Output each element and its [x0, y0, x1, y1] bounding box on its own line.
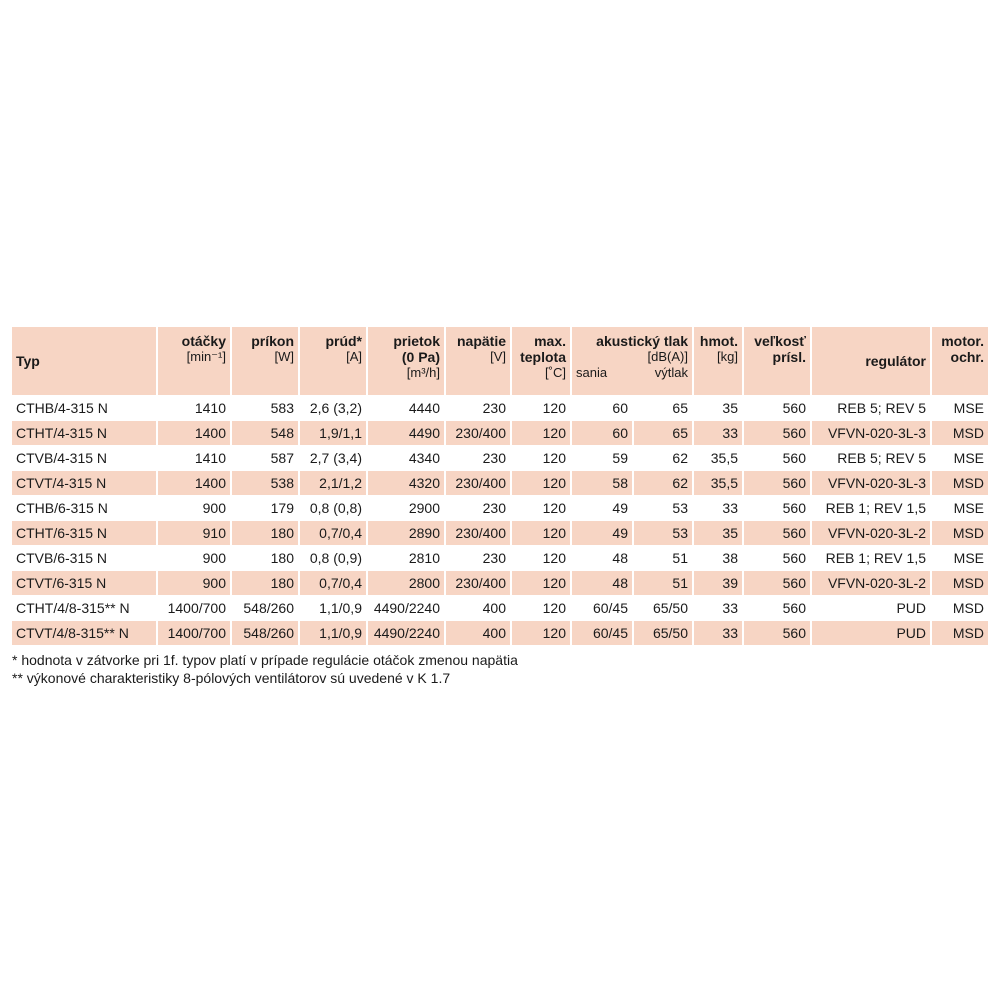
cell-prud: 0,7/0,4 [300, 570, 368, 595]
cell-velkost: 560 [744, 545, 812, 570]
cell-teplota: 120 [512, 470, 572, 495]
cell-sania: 59 [572, 445, 634, 470]
cell-teplota: 120 [512, 620, 572, 645]
cell-vytlak: 65/50 [634, 595, 694, 620]
header-napatie [446, 327, 512, 395]
cell-napatie: 400 [446, 620, 512, 645]
cell-hmot: 33 [694, 595, 744, 620]
cell-regulator: PUD [812, 595, 932, 620]
table-row [12, 445, 988, 470]
cell-teplota: 120 [512, 545, 572, 570]
cell-sania: 60/45 [572, 620, 634, 645]
header-prikon-unit: [W] [274, 349, 294, 364]
cell-velkost: 560 [744, 420, 812, 445]
header-prikon-label: príkon [251, 333, 294, 349]
cell-velkost: 560 [744, 595, 812, 620]
cell-hmot: 35,5 [694, 470, 744, 495]
cell-typ: CTVT/4/8-315** N [12, 620, 158, 645]
table-row [12, 595, 988, 620]
table-row [12, 545, 988, 570]
cell-prikon: 180 [232, 545, 300, 570]
cell-prikon: 538 [232, 470, 300, 495]
cell-motor: MSD [932, 595, 988, 620]
cell-motor: MSE [932, 395, 988, 420]
header-motor-label-2: ochr. [950, 349, 984, 365]
cell-motor: MSE [932, 445, 988, 470]
cell-otacky: 1400 [158, 420, 232, 445]
cell-napatie: 230 [446, 445, 512, 470]
table-row [12, 620, 988, 645]
table-row [12, 520, 988, 545]
header-regulator-label: regulátor [865, 353, 926, 369]
header-velkost [744, 327, 812, 395]
cell-velkost: 560 [744, 395, 812, 420]
header-prud-label: prúd* [325, 333, 362, 349]
cell-prietok: 2810 [368, 545, 446, 570]
cell-regulator: REB 5; REV 5 [812, 445, 932, 470]
cell-sania: 49 [572, 520, 634, 545]
cell-typ: CTHB/6-315 N [12, 495, 158, 520]
table-row [12, 495, 988, 520]
cell-teplota: 120 [512, 520, 572, 545]
header-akusticky-tlak [572, 327, 694, 395]
cell-prikon: 548 [232, 420, 300, 445]
table-row [12, 470, 988, 495]
cell-regulator: REB 5; REV 5 [812, 395, 932, 420]
cell-vytlak: 65 [634, 395, 694, 420]
cell-velkost: 560 [744, 495, 812, 520]
cell-prud: 2,7 (3,4) [300, 445, 368, 470]
cell-motor: MSD [932, 620, 988, 645]
header-otacky-unit: [min⁻¹] [186, 349, 226, 364]
header-regulator [812, 327, 932, 395]
cell-typ: CTVT/4-315 N [12, 470, 158, 495]
header-prud-unit: [A] [346, 349, 362, 364]
cell-hmot: 39 [694, 570, 744, 595]
table-row [12, 395, 988, 420]
cell-prud: 2,6 (3,2) [300, 395, 368, 420]
cell-prud: 0,8 (0,8) [300, 495, 368, 520]
cell-otacky: 900 [158, 545, 232, 570]
cell-otacky: 1400 [158, 470, 232, 495]
header-akusticky-unit: [dB(A)] [647, 349, 688, 364]
cell-vytlak: 51 [634, 570, 694, 595]
cell-velkost: 560 [744, 520, 812, 545]
cell-otacky: 910 [158, 520, 232, 545]
cell-teplota: 120 [512, 395, 572, 420]
cell-napatie: 230 [446, 545, 512, 570]
cell-motor: MSD [932, 420, 988, 445]
cell-vytlak: 62 [634, 470, 694, 495]
header-velkost-label-2: prísl. [772, 349, 806, 365]
fan-spec-table [12, 327, 988, 645]
cell-vytlak: 65 [634, 420, 694, 445]
header-hmot [694, 327, 744, 395]
cell-regulator: VFVN-020-3L-3 [812, 470, 932, 495]
header-prietok [368, 327, 446, 395]
cell-typ: CTVT/6-315 N [12, 570, 158, 595]
cell-sania: 58 [572, 470, 634, 495]
cell-prikon: 548/260 [232, 620, 300, 645]
cell-napatie: 230 [446, 495, 512, 520]
cell-regulator: REB 1; REV 1,5 [812, 545, 932, 570]
cell-prietok: 4440 [368, 395, 446, 420]
cell-teplota: 120 [512, 495, 572, 520]
cell-teplota: 120 [512, 445, 572, 470]
cell-hmot: 33 [694, 420, 744, 445]
cell-napatie: 230/400 [446, 420, 512, 445]
cell-otacky: 900 [158, 570, 232, 595]
cell-sania: 48 [572, 545, 634, 570]
header-motor [932, 327, 988, 395]
table-row [12, 420, 988, 445]
footnote: * hodnota v zátvorke pri 1f. typov platí v prípade regulácie otáčok zmenou napätia [12, 652, 518, 668]
cell-teplota: 120 [512, 420, 572, 445]
header-motor-label: motor. [941, 333, 984, 349]
cell-prud: 2,1/1,2 [300, 470, 368, 495]
cell-prikon: 180 [232, 520, 300, 545]
cell-prietok: 2900 [368, 495, 446, 520]
header-teplota-label-2: teplota [520, 349, 566, 365]
cell-motor: MSD [932, 520, 988, 545]
cell-regulator: VFVN-020-3L-2 [812, 570, 932, 595]
cell-velkost: 560 [744, 570, 812, 595]
cell-prud: 1,1/0,9 [300, 620, 368, 645]
cell-hmot: 35 [694, 520, 744, 545]
cell-sania: 49 [572, 495, 634, 520]
header-teplota [512, 327, 572, 395]
header-hmot-label: hmot. [699, 333, 738, 349]
cell-teplota: 120 [512, 595, 572, 620]
header-typ-label: Typ [16, 353, 40, 369]
cell-prud: 1,9/1,1 [300, 420, 368, 445]
cell-regulator: PUD [812, 620, 932, 645]
cell-sania: 48 [572, 570, 634, 595]
cell-motor: MSD [932, 570, 988, 595]
cell-prikon: 583 [232, 395, 300, 420]
cell-otacky: 1410 [158, 395, 232, 420]
header-prietok-unit: [m³/h] [406, 365, 440, 380]
header-hmot-unit: [kg] [717, 349, 738, 364]
cell-otacky: 1400/700 [158, 595, 232, 620]
cell-regulator: REB 1; REV 1,5 [812, 495, 932, 520]
header-napatie-unit: [V] [490, 349, 506, 364]
cell-teplota: 120 [512, 570, 572, 595]
cell-prikon: 180 [232, 570, 300, 595]
cell-prikon: 587 [232, 445, 300, 470]
cell-typ: CTVB/6-315 N [12, 545, 158, 570]
header-teplota-unit: [˚C] [545, 365, 566, 380]
header-otacky [158, 327, 232, 395]
cell-prud: 0,8 (0,9) [300, 545, 368, 570]
cell-hmot: 35,5 [694, 445, 744, 470]
cell-regulator: VFVN-020-3L-3 [812, 420, 932, 445]
cell-prietok: 4490/2240 [368, 595, 446, 620]
cell-vytlak: 53 [634, 520, 694, 545]
header-sania-label: sania [576, 365, 608, 380]
header-typ [12, 327, 158, 395]
cell-napatie: 230 [446, 395, 512, 420]
cell-napatie: 230/400 [446, 470, 512, 495]
cell-typ: CTVB/4-315 N [12, 445, 158, 470]
cell-prietok: 4490 [368, 420, 446, 445]
footnote: ** výkonové charakteristiky 8-pólových ventilátorov sú uvedené v K 1.7 [12, 670, 451, 686]
cell-motor: MSE [932, 545, 988, 570]
cell-typ: CTHB/4-315 N [12, 395, 158, 420]
header-teplota-label: max. [534, 333, 566, 349]
cell-prietok: 2800 [368, 570, 446, 595]
cell-typ: CTHT/4-315 N [12, 420, 158, 445]
table-row [12, 570, 988, 595]
header-prud [300, 327, 368, 395]
cell-velkost: 560 [744, 470, 812, 495]
header-prietok-label: prietok [393, 333, 440, 349]
table-header-row [12, 327, 988, 395]
cell-vytlak: 65/50 [634, 620, 694, 645]
cell-prud: 0,7/0,4 [300, 520, 368, 545]
cell-hmot: 35 [694, 395, 744, 420]
cell-vytlak: 53 [634, 495, 694, 520]
header-akusticky-label: akustický tlak [596, 333, 688, 349]
cell-prikon: 179 [232, 495, 300, 520]
header-velkost-label: veľkosť [754, 333, 806, 349]
cell-velkost: 560 [744, 620, 812, 645]
cell-prietok: 4340 [368, 445, 446, 470]
cell-prikon: 548/260 [232, 595, 300, 620]
footnotes [12, 651, 988, 687]
cell-prietok: 2890 [368, 520, 446, 545]
header-napatie-label: napätie [456, 333, 506, 349]
cell-vytlak: 51 [634, 545, 694, 570]
cell-motor: MSE [932, 495, 988, 520]
cell-napatie: 400 [446, 595, 512, 620]
cell-hmot: 33 [694, 620, 744, 645]
cell-prietok: 4490/2240 [368, 620, 446, 645]
cell-otacky: 1410 [158, 445, 232, 470]
cell-otacky: 1400/700 [158, 620, 232, 645]
cell-sania: 60/45 [572, 595, 634, 620]
cell-typ: CTHT/6-315 N [12, 520, 158, 545]
cell-vytlak: 62 [634, 445, 694, 470]
cell-hmot: 33 [694, 495, 744, 520]
cell-napatie: 230/400 [446, 570, 512, 595]
cell-typ: CTHT/4/8-315** N [12, 595, 158, 620]
header-prikon [232, 327, 300, 395]
cell-velkost: 560 [744, 445, 812, 470]
cell-napatie: 230/400 [446, 520, 512, 545]
header-vytlak-label: výtlak [654, 365, 688, 380]
cell-hmot: 38 [694, 545, 744, 570]
header-otacky-label: otáčky [181, 333, 226, 349]
table-body [12, 395, 988, 645]
cell-otacky: 900 [158, 495, 232, 520]
cell-prud: 1,1/0,9 [300, 595, 368, 620]
cell-prietok: 4320 [368, 470, 446, 495]
spec-table-sheet [12, 327, 988, 687]
cell-sania: 60 [572, 395, 634, 420]
cell-motor: MSD [932, 470, 988, 495]
cell-regulator: VFVN-020-3L-2 [812, 520, 932, 545]
cell-sania: 60 [572, 420, 634, 445]
header-prietok-label-2: (0 Pa) [401, 349, 440, 365]
